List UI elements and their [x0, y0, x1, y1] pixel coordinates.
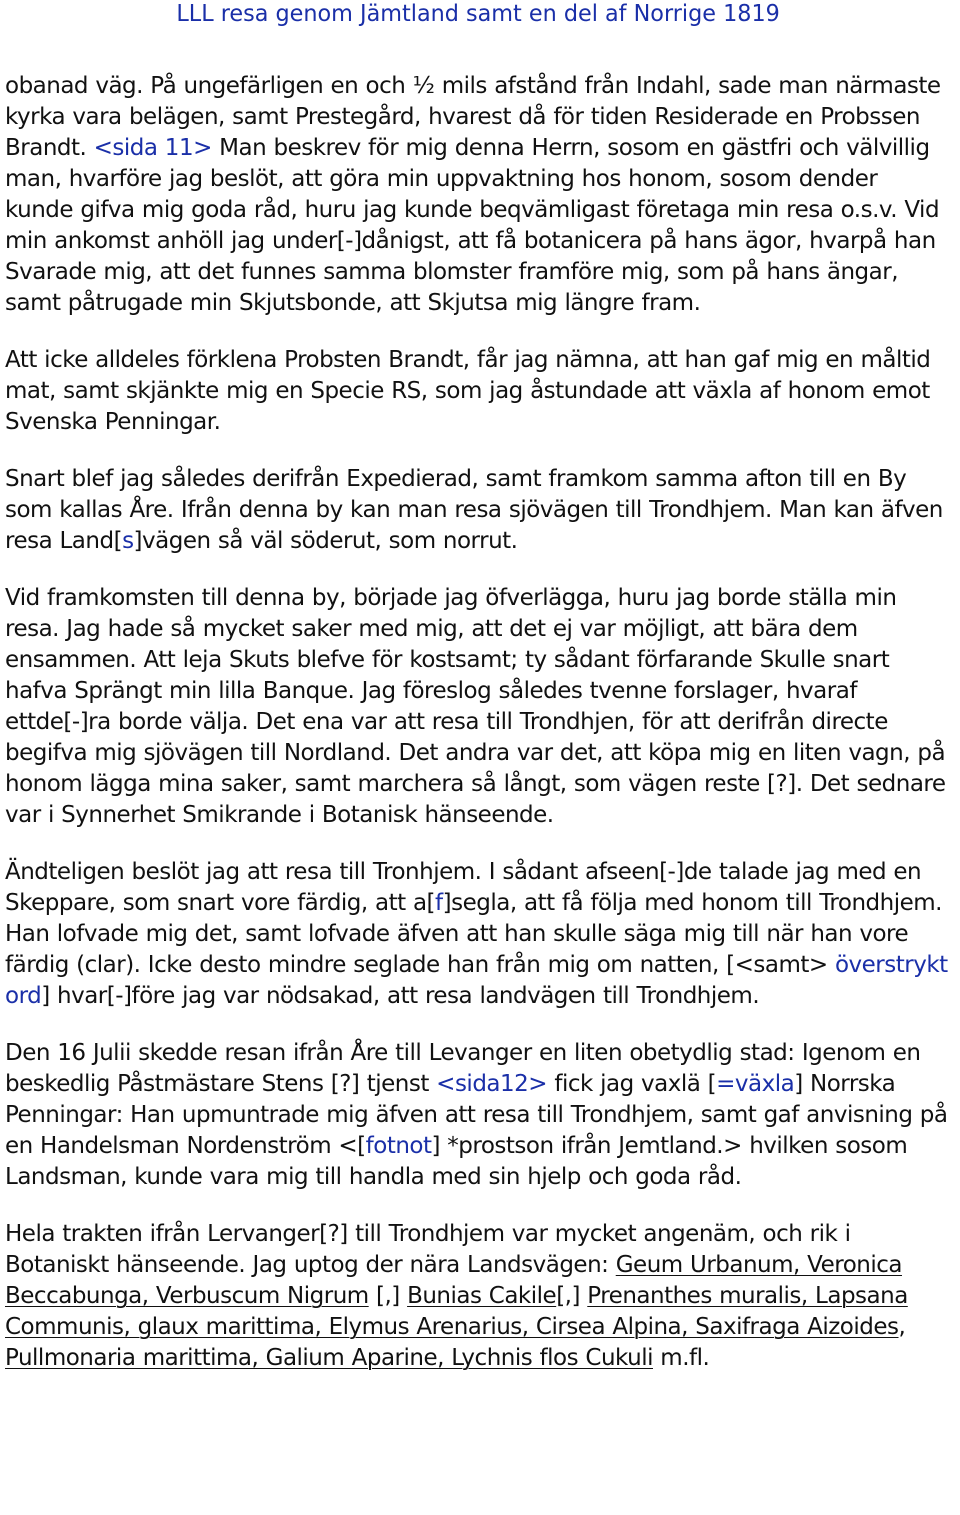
paragraph-text: Hela trakten ifrån Lervanger[?] till Trondhjem var mycket angenäm, och rik i Botaniskt hänseende. Jag uptog der nära Landsvägen: — [5, 1221, 851, 1278]
editorial-insert: s — [122, 528, 134, 554]
editorial-insert: f — [435, 890, 443, 916]
footnote-marker: fotnot — [365, 1133, 432, 1159]
plant-names-underlined: Geum Urbanum, Veronica Beccabunga, Verbuscum Nigrum — [5, 1252, 902, 1309]
document-body — [5, 71, 952, 1374]
plant-names-underlined: Pullmonaria marittima, Galium Aparine, Lychnis flos Cukuli — [5, 1345, 653, 1371]
paragraph-text: m.fl. — [653, 1345, 710, 1371]
paragraph-text: ] Norrska Penningar: Han upmuntrade mig äfven att resa till Trondhjem, samt gaf anvisning på en Handelsman Nordenström <[ — [5, 1071, 948, 1159]
paragraph-4 — [5, 583, 952, 831]
paragraph-text: [,] — [368, 1283, 408, 1309]
paragraph-text: Att icke alldeles förklena Probsten Brandt, får jag nämna, att han gaf mig en måltid mat, samt skjänkte mig en Specie RS, som jag åstundade att växla af honom emot Svenska Penningar. — [5, 347, 931, 435]
page-marker: <sida 11> — [93, 135, 212, 161]
paragraph-text: ]segla, att få följa med honom till Trondhjem. Han lofvade mig det, samt lofvade äfven att han skulle säga mig till när han vore färdig (clar). Icke desto mindre seglade han från mig om natten, [<samt> — [5, 890, 942, 978]
plant-names-underlined: Prenanthes muralis, Lapsana Communis, glaux marittima, Elymus Arenarius, Cirsea Alpina, Saxifraga Aizoides — [5, 1283, 908, 1340]
editorial-note: överstrykt ord — [5, 952, 948, 1009]
paragraph-text: Den 16 Julii skedde resan ifrån Åre till Levanger en liten obetydlig stad: Igenom en beskedlig Påstmästare Stens [?] tjenst — [5, 1040, 921, 1097]
paragraph-3 — [5, 464, 952, 557]
paragraph-text: Vid framkomsten till denna by, började jag öfverlägga, huru jag borde ställa min resa. Jag hade så mycket saker med mig, att det ej var möjligt, att bära dem ensammen. Att leja Skuts blefve för kostsamt; ty sådant förfarande Skulle snart hafva Sprängt min lilla Banque. Jag föreslog således tvenne forslager, hvaraf ettde[-]ra borde välja. Det ena var att resa till Trondhjen, för att derifrån directe begifva mig sjövägen till Nordland. Det andra var det, att köpa mig en liten vagn, på honom lägga mina saker, samt marchera så långt, som vägen reste [?]. Det sednare var i Synnerhet Smikrande i Botanisk hänseende. — [5, 585, 946, 828]
paragraph-text: obanad väg. På ungefärligen en och ½ mils afstånd från Indahl, sade man närmaste kyrka vara belägen, samt Prestegård, hvarest då för tiden Residerade en Probssen Brandt. — [5, 73, 941, 161]
paragraph-text: ] *prostson ifrån Jemtland.> hvilken sosom Landsman, kunde vara mig till handla med sin hjelp och goda råd. — [5, 1133, 908, 1190]
page-marker: <sida12> — [436, 1071, 548, 1097]
paragraph-text: , — [898, 1314, 906, 1340]
paragraph-5 — [5, 857, 952, 1012]
editorial-insert: =växla — [716, 1071, 795, 1097]
paragraph-2 — [5, 345, 952, 438]
paragraph-text: Snart blef jag således derifrån Expedierad, samt framkom samma afton till en By som kallas Åre. Ifrån denna by kan man resa sjövägen till Trondhjem. Man kan äfven resa Land[ — [5, 466, 943, 554]
document-title: LLL resa genom Jämtland samt en del af Norrige 1819 — [176, 1, 781, 27]
plant-names-underlined: Bunias Cakile — [407, 1283, 557, 1309]
paragraph-1 — [5, 71, 952, 319]
paragraph-text: ]vägen så väl söderut, som norrut. — [133, 528, 518, 554]
paragraph-text: ] hvar[-]före jag var nödsakad, att resa landvägen till Trondhjem. — [41, 983, 760, 1009]
paragraph-6 — [5, 1038, 952, 1193]
paragraph-text: Man beskrev för mig denna Herrn, sosom en gästfri och välvillig man, hvarföre jag beslöt, att göra min uppvaktning hos honom, sosom dender kunde gifva mig goda råd, huru jag kunde beqvämligast företaga min resa o.s.v. Vid min ankomst anhöll jag under[-]dånigst, att få botanicera på hans ägor, hvarpå han Svarade mig, att det funnes samma blomster framföre mig, som på hans ängar, samt påtrugade min Skjutsbonde, att Skjutsa mig längre fram. — [5, 135, 940, 316]
paragraph-text: [,] — [556, 1283, 588, 1309]
paragraph-7 — [5, 1219, 952, 1374]
page-header — [5, 0, 952, 32]
paragraph-text: fick jag vaxlä [ — [547, 1071, 717, 1097]
paragraph-text: Ändteligen beslöt jag att resa till Tronhjem. I sådant afseen[-]de talade jag med en Skeppare, som snart vore färdig, att a[ — [5, 859, 922, 916]
